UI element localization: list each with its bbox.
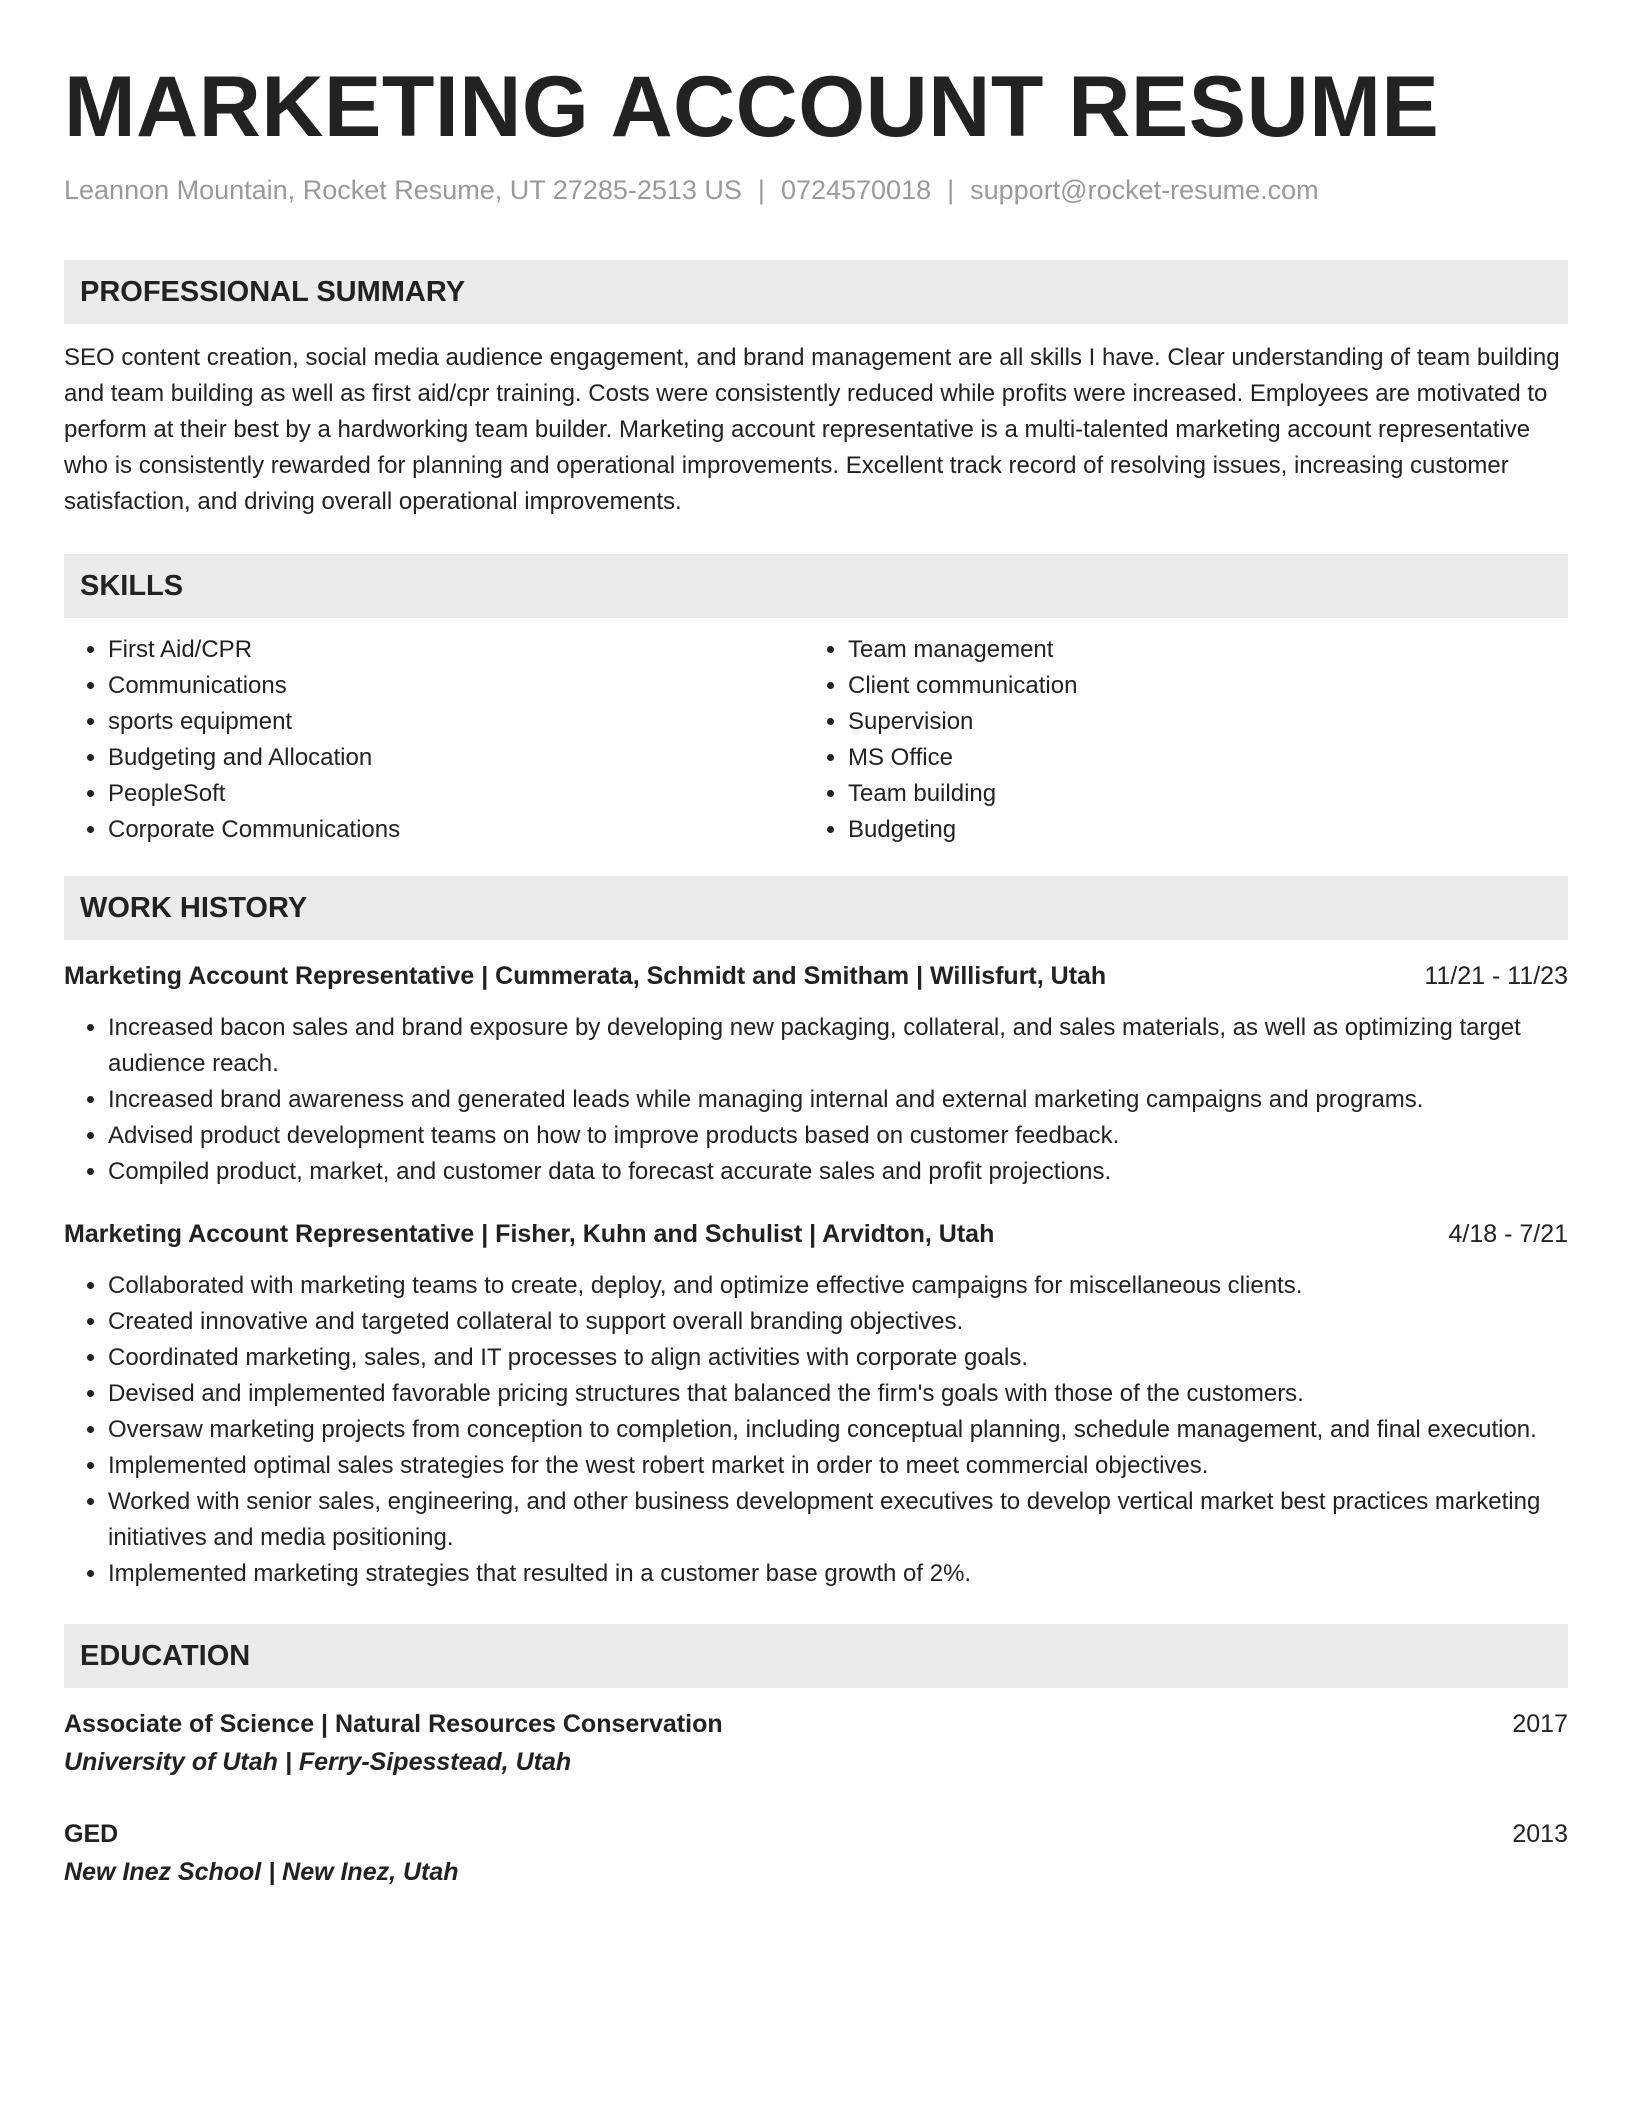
job-bullet: • Created innovative and targeted collateral to support overall branding objectives. bbox=[108, 1304, 1568, 1340]
job-header bbox=[64, 1216, 1568, 1252]
summary-text: SEO content creation, social media audience engagement, and brand management are all skills I have. Clear understanding of team building and team building as well as first aid/cpr training. Costs were consistently reduced while profits were increased. Employees are motivated to perform at their best by a hardworking team builder. Marketing account representative is a multi-talented marketing account representative who is consistently rewarded for planning and operational improvements. Excellent track record of resolving issues, increasing customer satisfaction, and driving overall operational improvements. bbox=[64, 344, 1560, 515]
resume-title: MARKETING ACCOUNT RESUME bbox=[64, 59, 1440, 155]
education-header bbox=[64, 1816, 1568, 1852]
work-history-heading: WORK HISTORY bbox=[64, 876, 1568, 940]
job-entry bbox=[64, 1216, 1568, 1592]
job-bullet: • Increased brand awareness and generated leads while managing internal and external marketing campaigns and programs. bbox=[108, 1082, 1568, 1118]
job-bullet: • Devised and implemented favorable pricing structures that balanced the firm's goals with those of the customers. bbox=[108, 1376, 1568, 1412]
contact-separator: | bbox=[757, 175, 765, 205]
skill-item: • PeopleSoft bbox=[108, 776, 804, 812]
skill-item: • First Aid/CPR bbox=[108, 632, 804, 668]
job-dates: 4/18 - 7/21 bbox=[1448, 1220, 1568, 1248]
education-degree: Associate of Science | Natural Resources Conservation bbox=[64, 1710, 723, 1738]
job-bullet: • Implemented optimal sales strategies for the west robert market in order to meet commercial objectives. bbox=[108, 1448, 1568, 1484]
job-bullets bbox=[64, 1010, 1568, 1190]
skill-item: • Team management bbox=[848, 632, 1544, 668]
skills-heading: SKILLS bbox=[64, 554, 1568, 618]
contact-email: support@rocket-resume.com bbox=[970, 175, 1319, 205]
education-year: 2013 bbox=[1512, 1820, 1568, 1848]
education-year: 2017 bbox=[1512, 1710, 1568, 1738]
job-dates: 11/21 - 11/23 bbox=[1424, 962, 1568, 990]
skill-item: • Budgeting and Allocation bbox=[108, 740, 804, 776]
skills-list bbox=[64, 632, 1568, 848]
skill-item: • Supervision bbox=[848, 704, 1544, 740]
contact-line bbox=[64, 172, 1568, 208]
job-title: Marketing Account Representative | Fisher, Kuhn and Schulist | Arvidton, Utah bbox=[64, 1220, 995, 1248]
education-school: University of Utah | Ferry-Sipesstead, Utah bbox=[64, 1748, 572, 1776]
skills-column-right bbox=[804, 632, 1544, 848]
job-entry bbox=[64, 958, 1568, 1190]
education-degree: GED bbox=[64, 1820, 119, 1848]
skill-item: • Team building bbox=[848, 776, 1544, 812]
education-header bbox=[64, 1706, 1568, 1742]
contact-address: Leannon Mountain, Rocket Resume, UT 27285-2513 US bbox=[64, 175, 742, 205]
education-entry bbox=[64, 1706, 1568, 1780]
job-bullet: • Increased bacon sales and brand exposure by developing new packaging, collateral, and sales materials, as well as optimizing target audience reach. bbox=[108, 1010, 1568, 1082]
job-bullet: • Advised product development teams on how to improve products based on customer feedback. bbox=[108, 1118, 1568, 1154]
job-bullets bbox=[64, 1268, 1568, 1592]
job-bullet: • Collaborated with marketing teams to create, deploy, and optimize effective campaigns for miscellaneous clients. bbox=[108, 1268, 1568, 1304]
job-bullet: • Worked with senior sales, engineering, and other business development executives to develop vertical market best practices marketing initiatives and media positioning. bbox=[108, 1484, 1568, 1556]
skill-item: • Communications bbox=[108, 668, 804, 704]
skill-item: • Client communication bbox=[848, 668, 1544, 704]
job-title: Marketing Account Representative | Cummerata, Schmidt and Smitham | Willisfurt, Utah bbox=[64, 962, 1107, 990]
summary-heading: PROFESSIONAL SUMMARY bbox=[64, 260, 1568, 324]
skill-item: • MS Office bbox=[848, 740, 1544, 776]
education-heading: EDUCATION bbox=[64, 1624, 1568, 1688]
job-bullet: • Implemented marketing strategies that resulted in a customer base growth of 2%. bbox=[108, 1556, 1568, 1592]
education-entry bbox=[64, 1816, 1568, 1890]
job-bullet: • Compiled product, market, and customer data to forecast accurate sales and profit projections. bbox=[108, 1154, 1568, 1190]
skills-column-left bbox=[64, 632, 804, 848]
job-bullet: • Coordinated marketing, sales, and IT processes to align activities with corporate goals. bbox=[108, 1340, 1568, 1376]
skill-item: • Corporate Communications bbox=[108, 812, 804, 848]
job-header bbox=[64, 958, 1568, 994]
skill-item: • Budgeting bbox=[848, 812, 1544, 848]
contact-separator: | bbox=[947, 175, 955, 205]
skill-item: • sports equipment bbox=[108, 704, 804, 740]
education-school: New Inez School | New Inez, Utah bbox=[64, 1858, 459, 1886]
job-bullet: • Oversaw marketing projects from conception to completion, including conceptual planning, schedule management, and final execution. bbox=[108, 1412, 1568, 1448]
contact-phone: 0724570018 bbox=[780, 175, 932, 205]
